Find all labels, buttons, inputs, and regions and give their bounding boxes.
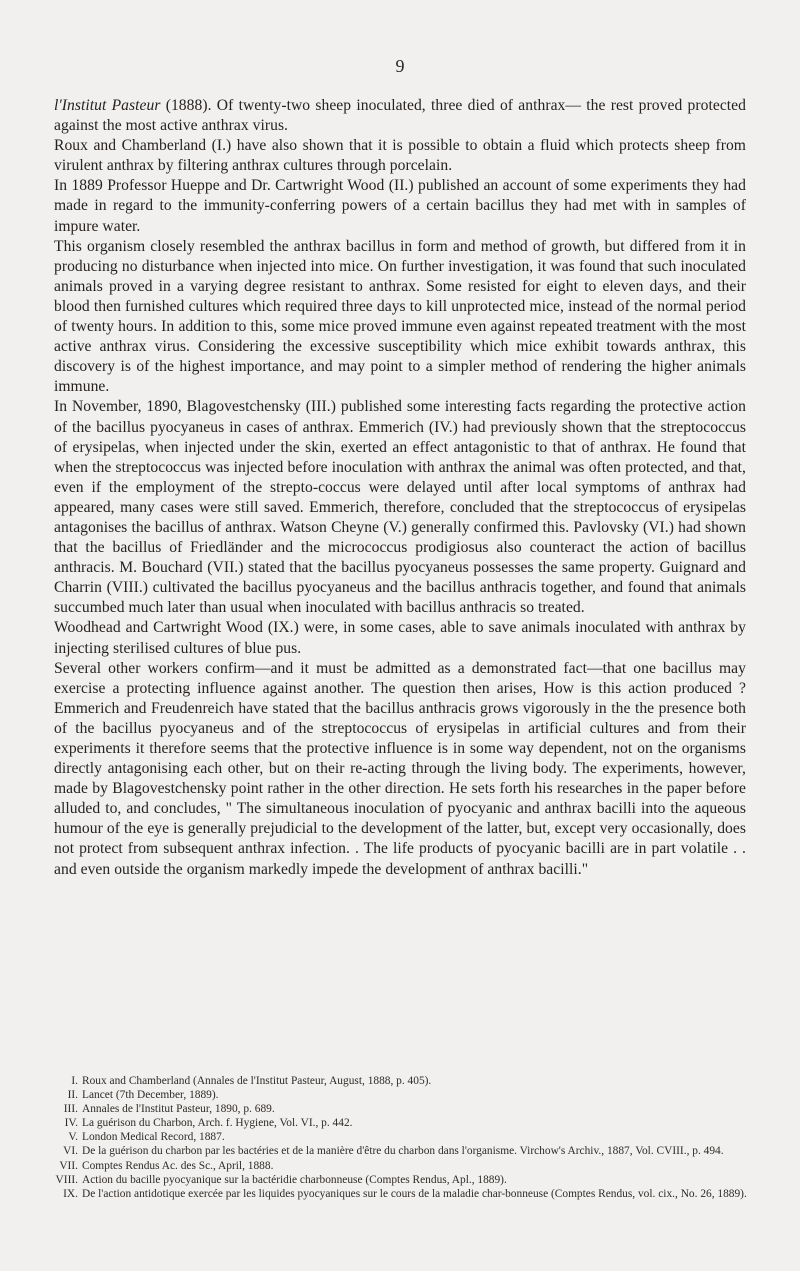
footnote-text: La guérison du Charbon, Arch. f. Hygiene, Vol. VI., p. 442. [82, 1117, 353, 1130]
footnote-text: De la guérison du charbon par les bactéries et de la manière d'être du charbon dans l'organisme. Virchow's Archiv., 1887, Vol. CVIII., p. 494. [82, 1145, 724, 1158]
paragraph [54, 176, 746, 236]
footnote-text: Annales de l'Institut Pasteur, 1890, p. 689. [82, 1103, 275, 1116]
footnote-number: IX. [63, 1187, 78, 1200]
footnote-text: Roux and Chamberland (Annales de l'Institut Pasteur, August, 1888, p. 405). [82, 1075, 432, 1087]
footnote-text: De l'action antidotique exercée par les liquides pyocyaniques sur le cours de la maladie char-bonneuse (Comptes Rendus, vol. cix., No. 26, 1889). [82, 1187, 747, 1200]
footnote-number: V. [68, 1131, 78, 1144]
footnote-number: VIII. [55, 1173, 78, 1186]
paragraph [54, 136, 746, 176]
footnote [54, 1144, 754, 1158]
paragraph [54, 618, 746, 658]
footnote [54, 1130, 754, 1144]
paragraph-text: In November, 1890, Blagovestchensky (III.) published some interesting facts regarding the protective action of the bacillus pyocyaneus in cases of anthrax. Emmerich (IV.) had previously shown that the streptococcus of erysipelas, when injected under the skin, exerted an effect antagonistic to that of anthrax. He found that when the streptococcus was injected before inoculation with anthrax the animal was often protected, and that, even if the employment of the strepto-coccus were delayed until after local symptoms of anthrax had appeared, many cases were still saved. Emmerich, therefore, concluded that the streptococcus of erysipelas antagonises the bacillus of anthrax. Watson Cheyne (V.) generally confirmed this. Pavlovsky (VI.) had shown that the bacillus of Friedländer and the micrococcus prodigiosus also counteract the action of bacillus anthracis. M. Bouchard (VII.) stated that the bacillus pyocyaneus possesses the same property. Guignard and Charrin (VIII.) cultivated the bacillus pyocyaneus and the bacillus anthracis together, and found that animals succumbed much later than usual when inoculated with bacillus anthracis so treated. [54, 398, 746, 617]
footnote [54, 1187, 754, 1201]
paragraph-text: (1888). Of twenty-two sheep inoculated, three died of anthrax— the rest proved protected against the most active anthrax virus. [54, 97, 746, 135]
footnote [54, 1102, 754, 1116]
main-text [54, 96, 746, 880]
paragraph [54, 96, 746, 136]
footnote-number: II. [67, 1089, 78, 1102]
footnote-number: I. [71, 1075, 78, 1087]
footnote [54, 1159, 754, 1173]
footnote-text: Action du bacille pyocyanique sur la bactéridie charbonneuse (Comptes Rendus, Apl., 1889). [82, 1173, 507, 1186]
footnotes [54, 1074, 754, 1201]
footnote [54, 1088, 754, 1102]
footnote [54, 1074, 754, 1088]
footnote [54, 1173, 754, 1187]
paragraph [54, 237, 746, 398]
paragraph-text: In 1889 Professor Hueppe and Dr. Cartwright Wood (II.) published an account of some experiments they had made in regard to the immunity-conferring powers of a certain bacillus they had met with in samples of impure water. [54, 177, 746, 235]
paragraph-text: Woodhead and Cartwright Wood (IX.) were, in some cases, able to save animals inoculated with anthrax by injecting sterilised cultures of blue pus. [54, 619, 746, 657]
footnote-text: Comptes Rendus Ac. des Sc., April, 1888. [82, 1159, 274, 1172]
footnote-number: VI. [63, 1145, 78, 1158]
paragraph [54, 397, 746, 618]
footnote-number: IV. [64, 1117, 78, 1130]
paragraph-text: This organism closely resembled the anthrax bacillus in form and method of growth, but differed from it in producing no disturbance when injected into mice. On further investigation, it was found that such inoculated animals proved in a varying degree resistant to anthrax. Some resisted for eight to eleven days, and their blood then furnished cultures which required three days to kill unprotected mice, instead of the normal period of twenty hours. In addition to this, some mice proved immune even against repeated treatment with the most active anthrax virus. Considering the excessive susceptibility which mice exhibit towards anthrax, this discovery is of the highest importance, and may point to a simpler method of rendering the higher animals immune. [54, 237, 746, 396]
footnote [54, 1116, 754, 1130]
paragraph-text: Several other workers confirm—and it must be admitted as a demonstrated fact—that one bacillus may exercise a protecting influence against another. The question then arises, How is this action produced ? Emmerich and Freudenreich have stated that the bacillus anthracis grows vigorously in the the presence both of the bacillus pyocyaneus and of the streptococcus of erysipelas in artificial cultures and from their experiments it therefore seems that the protective influence is in some way dependent, not on the organisms directly antagonising each other, but on their re-acting through the living body. The experiments, however, made by Blagovestchensky point rather in the other direction. He sets forth his researches in the paper before alluded to, and concludes, " The simultaneous inoculation of pyocyanic and anthrax bacilli into the aqueous humour of the eye is generally prejudicial to the development of the latter, but, except very occasionally, does not protect from subsequent anthrax infection. . The life products of pyocyanic bacilli are in part volatile . . and even outside the organism markedly impede the development of anthrax bacilli." [54, 659, 746, 878]
footnote-number: VII. [59, 1159, 78, 1172]
paragraph-text: Roux and Chamberland (I.) have also shown that it is possible to obtain a fluid which protects sheep from virulent anthrax by filtering anthrax cultures through porcelain. [54, 137, 746, 175]
paragraph [54, 659, 746, 880]
footnote-divider [54, 1068, 746, 1069]
footnote-number: III. [63, 1103, 78, 1116]
footnote-text: Lancet (7th December, 1889). [82, 1089, 219, 1102]
italic-lead: l'Institut Pasteur [54, 97, 161, 114]
footnote-text: London Medical Record, 1887. [82, 1131, 225, 1144]
page-number: 9 [395, 56, 405, 76]
